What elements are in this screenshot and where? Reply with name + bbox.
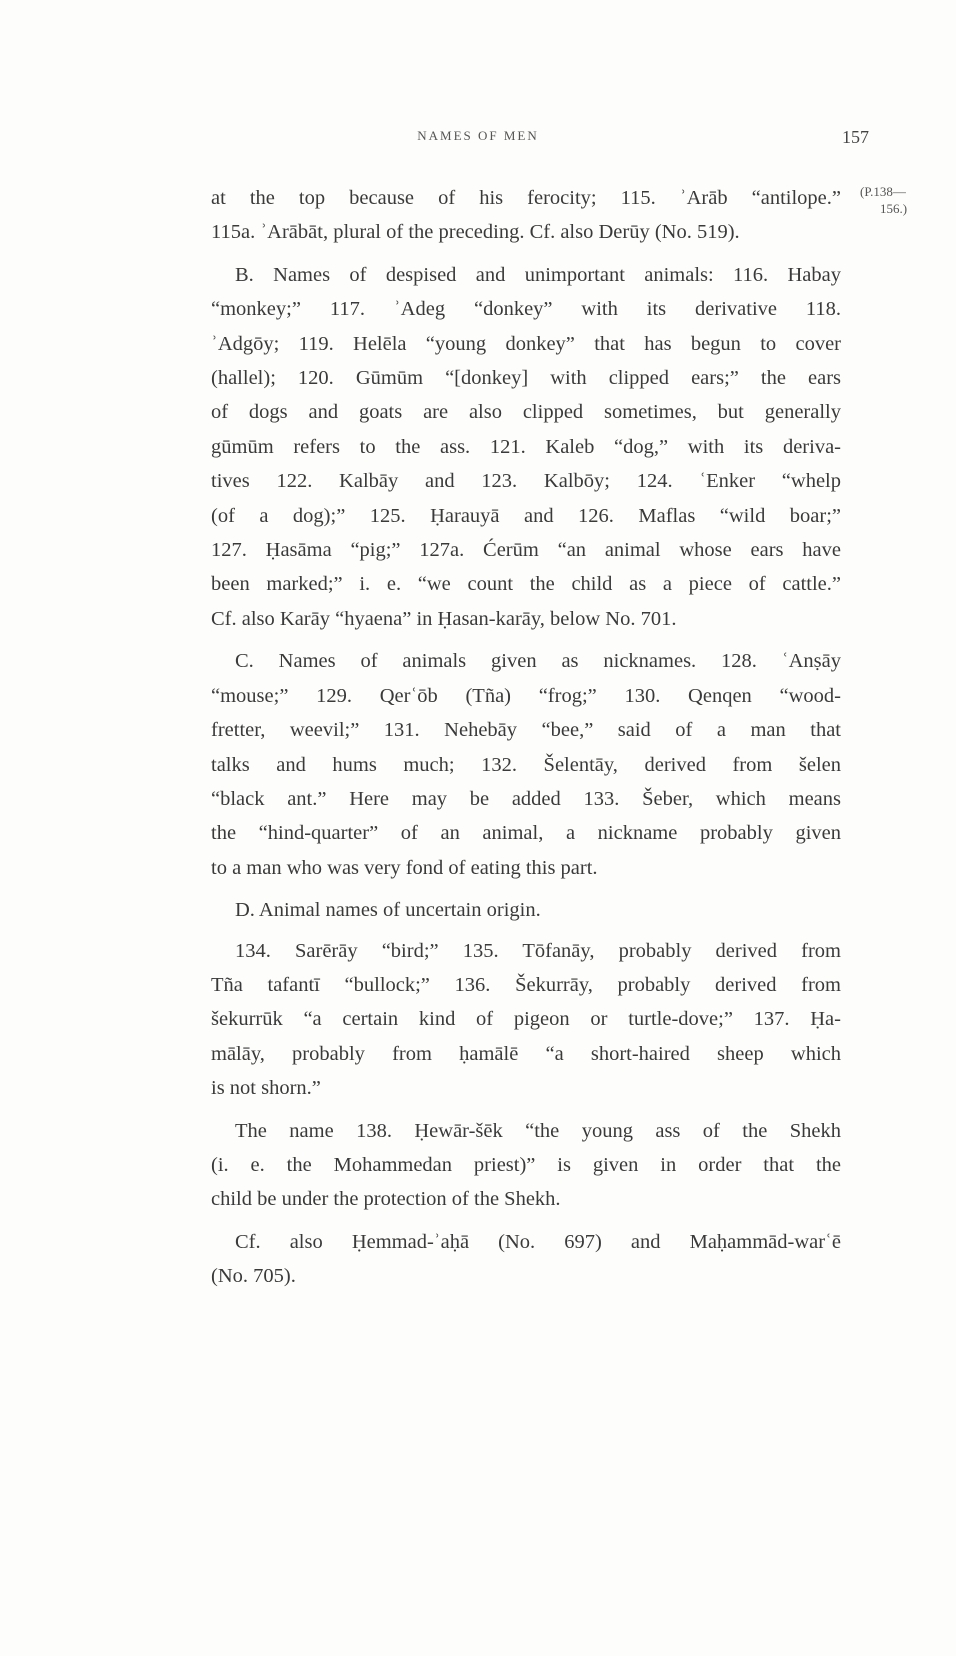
margin-reference-line-2: 156.) — [880, 201, 908, 216]
text-line: 115a. ʾArābāt, plural of the preceding. Cf. also Derūy (No. 519). — [211, 221, 740, 244]
text-line: 127. Ḥasāma “pig;” 127a. Ćerūm “an animal whose ears have — [211, 539, 841, 562]
page-number: 157 — [842, 127, 869, 147]
text-line: at the top because of his ferocity; 115. ʾArāb “antilope.” — [211, 187, 841, 209]
text-line: child be under the protection of the Shekh. — [211, 1188, 561, 1211]
text-line: C. Names of animals given as nicknames. 128. ʿAnṣāy — [235, 650, 841, 673]
text-line: Cf. also Ḥemmad-ʾaḥā (No. 697) and Maḥammād-warʿē — [235, 1230, 841, 1253]
paragraph-section-d — [211, 893, 841, 927]
paragraph-section-b — [211, 258, 841, 636]
text-line: (No. 705). — [211, 1265, 296, 1288]
text-line: been marked;” i. e. “we count the child as a piece of cattle.” — [211, 573, 841, 596]
text-line: ʾAdgōy; 119. Helēla “young donkey” that has begun to cover — [211, 332, 841, 355]
text-line: tives 122. Kalbāy and 123. Kalbōy; 124. ʿEnker “whelp — [211, 470, 841, 493]
text-line: Tña tafantī “bullock;” 136. Šekurrāy, probably derived from — [211, 973, 841, 996]
text-line: “monkey;” 117. ʾAdeg “donkey” with its derivative 118. — [211, 298, 841, 321]
text-line: “mouse;” 129. Qerʿōb (Tña) “frog;” 130. Qenqen “wood- — [211, 684, 841, 707]
paragraph-cross-reference — [211, 1225, 841, 1294]
body-text — [211, 181, 841, 1302]
paragraph-section-c — [211, 644, 841, 885]
text-line: šekurrūk “a certain kind of pigeon or turtle-dove;” 137. Ḥa- — [211, 1008, 841, 1031]
text-line: talks and hums much; 132. Šelentāy, derived from šelen — [211, 753, 841, 776]
text-line: gūmūm refers to the ass. 121. Kaleb “dog,” with its deriva- — [211, 435, 841, 458]
text-line: D. Animal names of uncertain origin. — [235, 899, 541, 922]
text-line: to a man who was very fond of eating this part. — [211, 856, 598, 879]
text-line: (i. e. the Mohammedan priest)” is given in order that the — [211, 1153, 841, 1176]
text-line: The name 138. Ḥewār-šēk “the young ass of the Shekh — [235, 1119, 841, 1142]
text-line: 134. Sarērāy “bird;” 135. Tōfanāy, probably derived from — [235, 939, 841, 962]
running-head: NAMES OF MEN — [417, 128, 539, 143]
text-line: Cf. also Karāy “hyaena” in Ḥasan-karāy, below No. 701. — [211, 607, 677, 630]
paragraph-entries-134-137 — [211, 934, 841, 1106]
text-line: fretter, weevil;” 131. Nehebāy “bee,” said of a man that — [211, 719, 841, 742]
margin-reference-line-1: (P.138— — [860, 184, 906, 199]
paragraph-continuation — [211, 181, 841, 250]
text-line: the “hind-quarter” of an animal, a nickname probably given — [211, 822, 841, 845]
text-line: (of a dog);” 125. Ḥarauyā and 126. Maflas “wild boar;” — [211, 504, 841, 527]
text-line: is not shorn.” — [211, 1077, 321, 1100]
text-line: of dogs and goats are also clipped sometimes, but generally — [211, 401, 841, 424]
text-line: mālāy, probably from ḥamālē “a short-haired sheep which — [211, 1042, 841, 1065]
text-line: (hallel); 120. Gūmūm “[donkey] with clipped ears;” the ears — [211, 367, 841, 390]
text-line: B. Names of despised and unimportant animals: 116. Habay — [235, 263, 841, 286]
text-line: “black ant.” Here may be added 133. Šeber, which means — [211, 787, 841, 810]
margin-reference — [860, 183, 907, 217]
paragraph-entry-138 — [211, 1114, 841, 1217]
